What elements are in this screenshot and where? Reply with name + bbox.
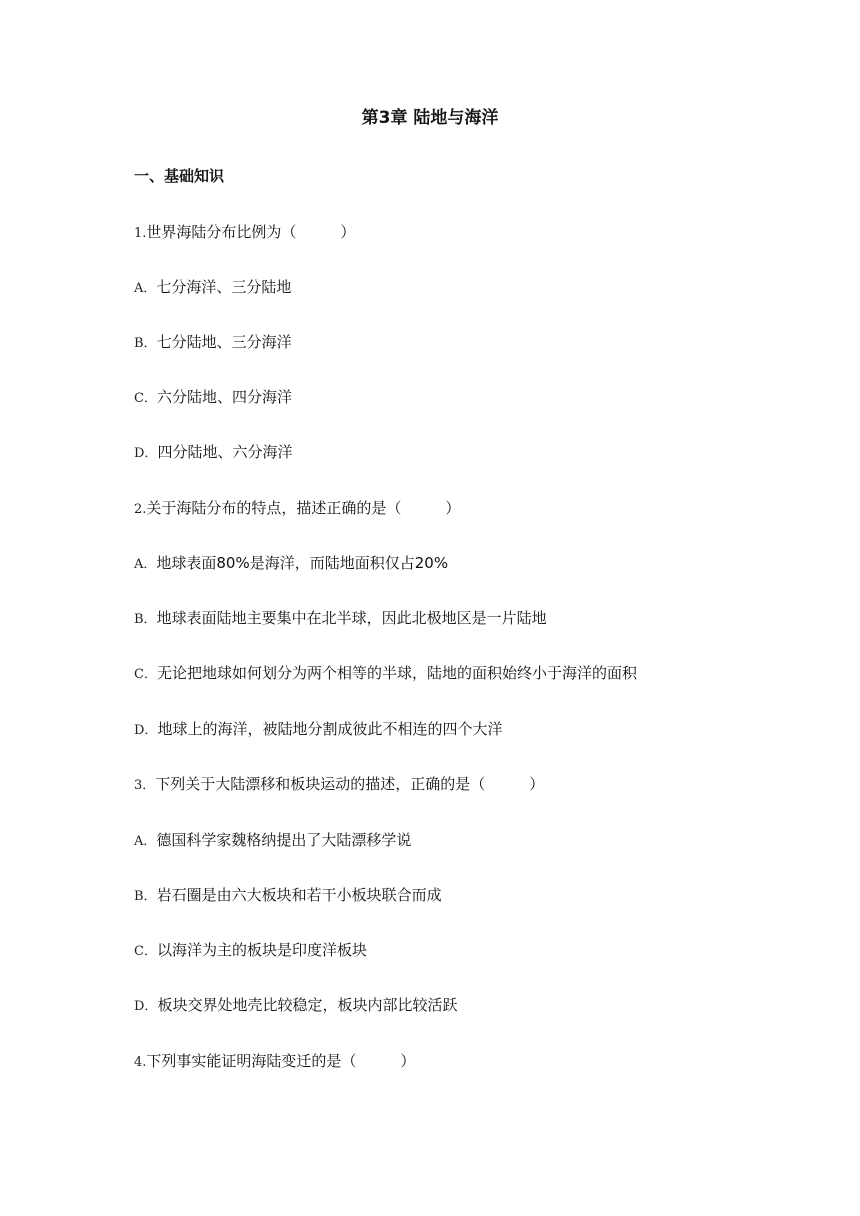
question-number: 2. (134, 502, 147, 517)
question-close-paren: ） (340, 223, 356, 241)
question-text: 下列关于大陆漂移和板块运动的描述，正确的是（ (155, 775, 486, 793)
option-letter: A． (134, 834, 157, 849)
option-text: 地球表面陆地主要集中在北半球，因此北极地区是一片陆地 (156, 609, 547, 627)
option-text: 岩石圈是由六大板块和若干小板块联合而成 (156, 886, 442, 904)
option-letter: A． (134, 557, 157, 572)
option-text: 无论把地球如何划分为两个相等的半球，陆地的面积始终小于海洋的面积 (156, 664, 637, 682)
question-2-option-a (134, 552, 448, 576)
question-text: 关于海陆分布的特点，描述正确的是（ (146, 499, 402, 517)
option-text: 四分陆地、六分海洋 (157, 443, 293, 461)
question-3-stem (134, 773, 544, 797)
option-letter: C． (134, 391, 157, 406)
question-3-option-c (134, 939, 367, 963)
option-text: 板块交界处地壳比较稳定，板块内部比较活跃 (157, 996, 458, 1014)
question-2-option-c (134, 662, 637, 686)
option-letter: C． (134, 944, 157, 959)
option-text: 地球表面80%是海洋，而陆地面积仅占20% (156, 554, 449, 572)
question-3-option-b (134, 884, 442, 908)
question-1-stem (134, 221, 355, 245)
option-letter: D． (134, 999, 158, 1014)
option-letter: B． (134, 889, 157, 904)
question-1-option-d (134, 441, 292, 465)
question-1-option-c (134, 386, 292, 410)
question-number: 1. (134, 226, 147, 241)
option-text: 六分陆地、四分海洋 (156, 388, 292, 406)
question-close-paren: ） (529, 775, 545, 793)
question-3-option-a (134, 829, 411, 853)
question-close-paren: ） (445, 499, 461, 517)
question-2-stem (134, 497, 460, 521)
option-text: 以海洋为主的板块是印度洋板块 (156, 941, 367, 959)
page-title: 第3章 陆地与海洋 (361, 108, 499, 128)
question-2-option-d (134, 718, 502, 742)
question-4-stem (134, 1050, 415, 1074)
option-text: 地球上的海洋，被陆地分割成彼此不相连的四个大洋 (157, 720, 503, 738)
question-number: 3． (134, 778, 156, 793)
section-heading: 一、基础知识 (134, 167, 225, 185)
option-text: 七分海洋、三分陆地 (156, 278, 292, 296)
option-letter: D． (134, 723, 158, 738)
question-text: 下列事实能证明海陆变迁的是（ (146, 1052, 357, 1070)
question-1-option-b (134, 331, 292, 355)
question-3-option-d (134, 994, 457, 1018)
question-2-option-b (134, 607, 547, 631)
option-letter: A． (134, 281, 157, 296)
question-1-option-a (134, 276, 291, 300)
option-text: 德国科学家魏格纳提出了大陆漂移学说 (156, 831, 412, 849)
option-text: 七分陆地、三分海洋 (156, 333, 292, 351)
question-number: 4. (134, 1055, 147, 1070)
question-close-paren: ） (400, 1052, 416, 1070)
option-letter: C． (134, 667, 157, 682)
question-text: 世界海陆分布比例为（ (146, 223, 297, 241)
option-letter: D． (134, 446, 158, 461)
option-letter: B． (134, 336, 157, 351)
option-letter: B． (134, 612, 157, 627)
